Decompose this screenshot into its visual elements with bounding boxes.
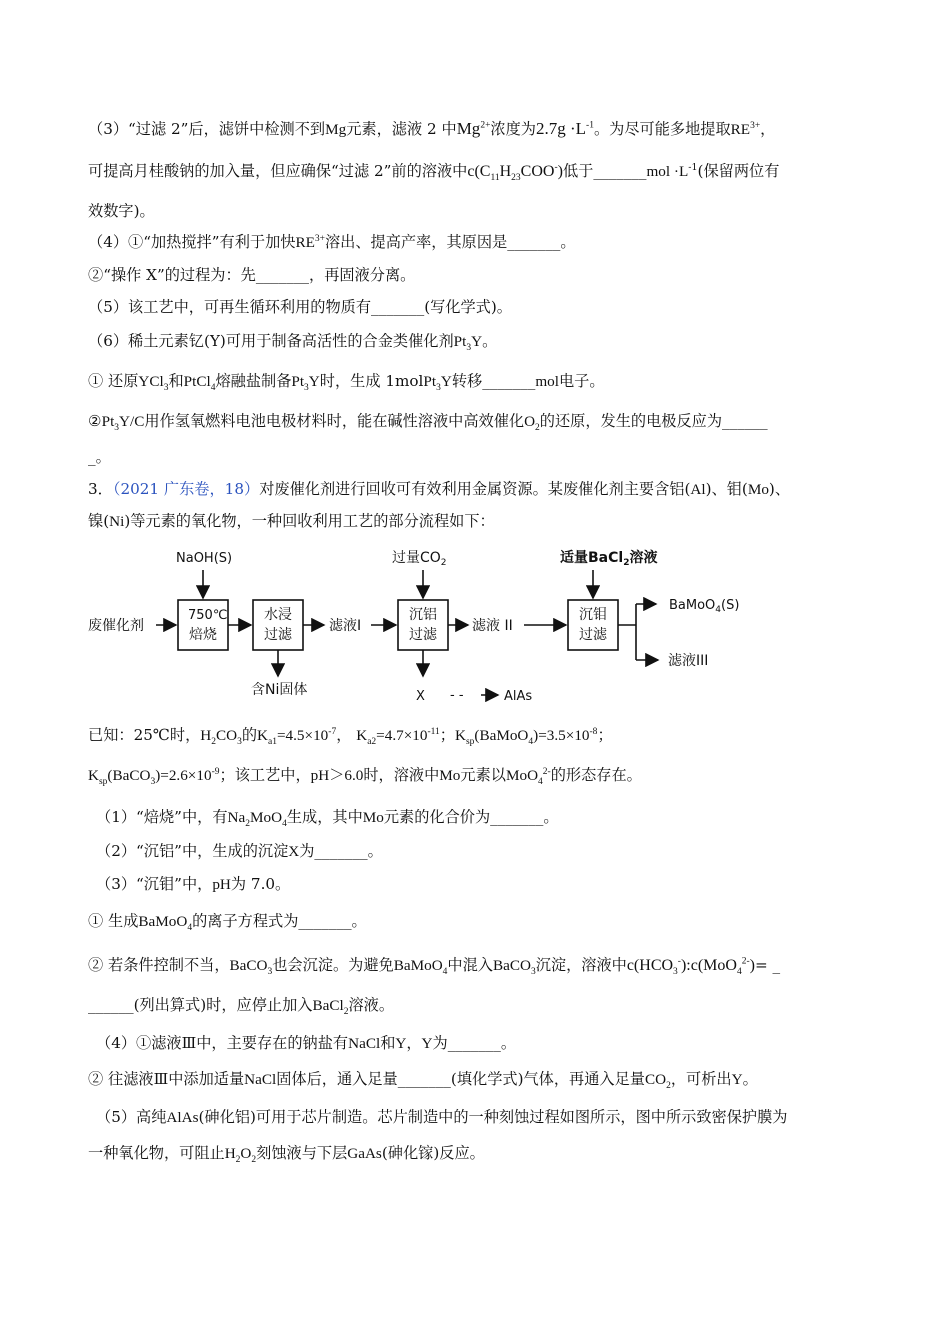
q2-part4-2: ②“操作 X”的过程为：先_______，再固液分离。 <box>88 266 416 284</box>
al-precip-1: 沉铝 <box>409 607 437 623</box>
source-tag: （2021 广东卷，18） <box>112 480 260 498</box>
al-precip-2: 过滤 <box>409 627 437 643</box>
q3-part3-1: ① 生成BaMoO$_4$的离子方程式为_______。 <box>88 912 367 934</box>
q3-part4-2: ② 往滤液Ⅲ中添加适量NaCl固体后，通入足量_______(填化学式)气体，再通入足量$CO_2$，可析出Y。 <box>88 1070 758 1092</box>
process-flow-diagram <box>88 542 768 712</box>
dash-label: - - <box>450 688 464 703</box>
q3-part2: （2）“沉铝”中，生成的沉淀X为_______。 <box>96 842 383 860</box>
q2-part6: （6）稀土元素钇(Y)可用于制备高活性的合金类催化剂$Pt_3Y$。 <box>88 332 498 354</box>
q3-known-2: $K_{sp}(BaCO_3)=2.6\times 10^{-9}$；该工艺中，pH＞6.0时，溶液中Mo元素以MoO$_4^{2-}$的形态存在。 <box>88 766 642 788</box>
q3-part3: （3）“沉钼”中，pH为 7.0。 <box>96 875 291 893</box>
q2-part3-line1: （3）“过滤 2”后，滤饼中检测不到Mg元素，滤液 2 中$Mg^{2+}$浓度为$2.7g \cdot L^{-1}$。为尽可能多地提取$RE^{3+}$， <box>88 119 776 138</box>
bacl2-label: 适量BaCl$_2$溶液 <box>560 550 658 568</box>
q3-part1: （1）“焙烧”中，有$Na_2MoO_4$生成，其中Mo元素的化合价为_______。 <box>96 808 559 830</box>
q2-part5: （5）该工艺中，可再生循环利用的物质有_______(写化学式)。 <box>88 298 512 316</box>
q2-part3-line2: 可提高月桂酸钠的加入量，但应确保“过滤 2”前的溶液中$c(C_{11}H_{23}COO^-)$低于_______mol $\cdot L^{-1}$(保留两位有 <box>88 161 780 184</box>
mo-precip-1: 沉钼 <box>579 607 607 623</box>
q3-intro-line1: 3．（2021 广东卷，18）对废催化剂进行回收可有效利用金属资源。某废催化剂主要含铝(Al)、钼(Mo)、 <box>88 480 791 498</box>
q2-part6-1: ① 还原YCl$_3$和PtCl$_4$熔融盐制备$Pt_3Y$时，生成 1molPt$_3$Y转移_______mol电子。 <box>88 372 605 394</box>
leach-label-2: 过滤 <box>264 627 292 643</box>
waste-label: 废催化剂 <box>88 618 144 634</box>
q2-part3-line3: 效数字)。 <box>88 202 155 220</box>
q2-part6-2: $②Pt_3Y/C$用作氢氧燃料电池电极材料时，能在碱性溶液中高效催化$O_2$的还原，发生的电极反应为______ <box>88 412 768 434</box>
bamoo4-product: BaMoO$_4$(S) <box>669 598 740 615</box>
ni-solid-label: 含Ni固体 <box>251 682 308 698</box>
x-label: X <box>416 689 425 704</box>
co2-label: 过量$CO_2$ <box>392 550 447 568</box>
mo-precip-2: 过滤 <box>579 627 607 643</box>
filtrate2-label: 滤液 II <box>472 618 513 634</box>
q3-part5: （5）高纯AlAs(砷化铝)可用于芯片制造。芯片制造中的一种刻蚀过程如图所示，图中所示致密保护膜为 <box>96 1108 788 1126</box>
q3-part3-2-cont: ______(列出算式)时，应停止加入BaCl$_2$溶液。 <box>88 996 395 1018</box>
q3-part4-1: （4）①滤液Ⅲ中，主要存在的钠盐有NaCl和Y，Y为_______。 <box>96 1034 517 1052</box>
q3-intro-line2: 镍(Ni)等元素的氧化物，一种回收利用工艺的部分流程如下： <box>88 512 495 530</box>
leach-label-1: 水浸 <box>264 607 292 623</box>
filtrate1-label: 滤液I <box>329 618 362 634</box>
roast-label: 焙烧 <box>189 627 217 643</box>
q2-part4-1: （4）①“加热搅拌”有利于加快$RE^{3+}$溶出、提高产率，其原因是_______。 <box>88 233 576 251</box>
q3-part3-2: ② 若条件控制不当，BaCO$_3$也会沉淀。为避免BaMoO$_4$中混入BaCO$_3$沉淀，溶液中$c(HCO_3^-):c(MoO_4^{2-})=$ _ <box>88 956 781 978</box>
q2-part6-2-end: _。 <box>88 448 111 466</box>
naoh-label: NaOH(S) <box>176 551 233 566</box>
filtrate3-label: 滤液III <box>668 653 709 669</box>
q3-known-1: 已知：25℃时，$H_2CO_3$的$K_{a1}=4.5\times 10^{-7}$， $K_{a2}=4.7\times 10^{-11}$；$K_{sp}(BaMoO_4)=3.5\times 10^{-8}$； <box>88 726 613 748</box>
q3-part5-cont: 一种氧化物，可阻止$H_2O_2$刻蚀液与下层GaAs(砷化镓)反应。 <box>88 1144 485 1166</box>
roast-temp: 750℃ <box>188 608 228 623</box>
alas-label: AlAs <box>504 689 533 704</box>
